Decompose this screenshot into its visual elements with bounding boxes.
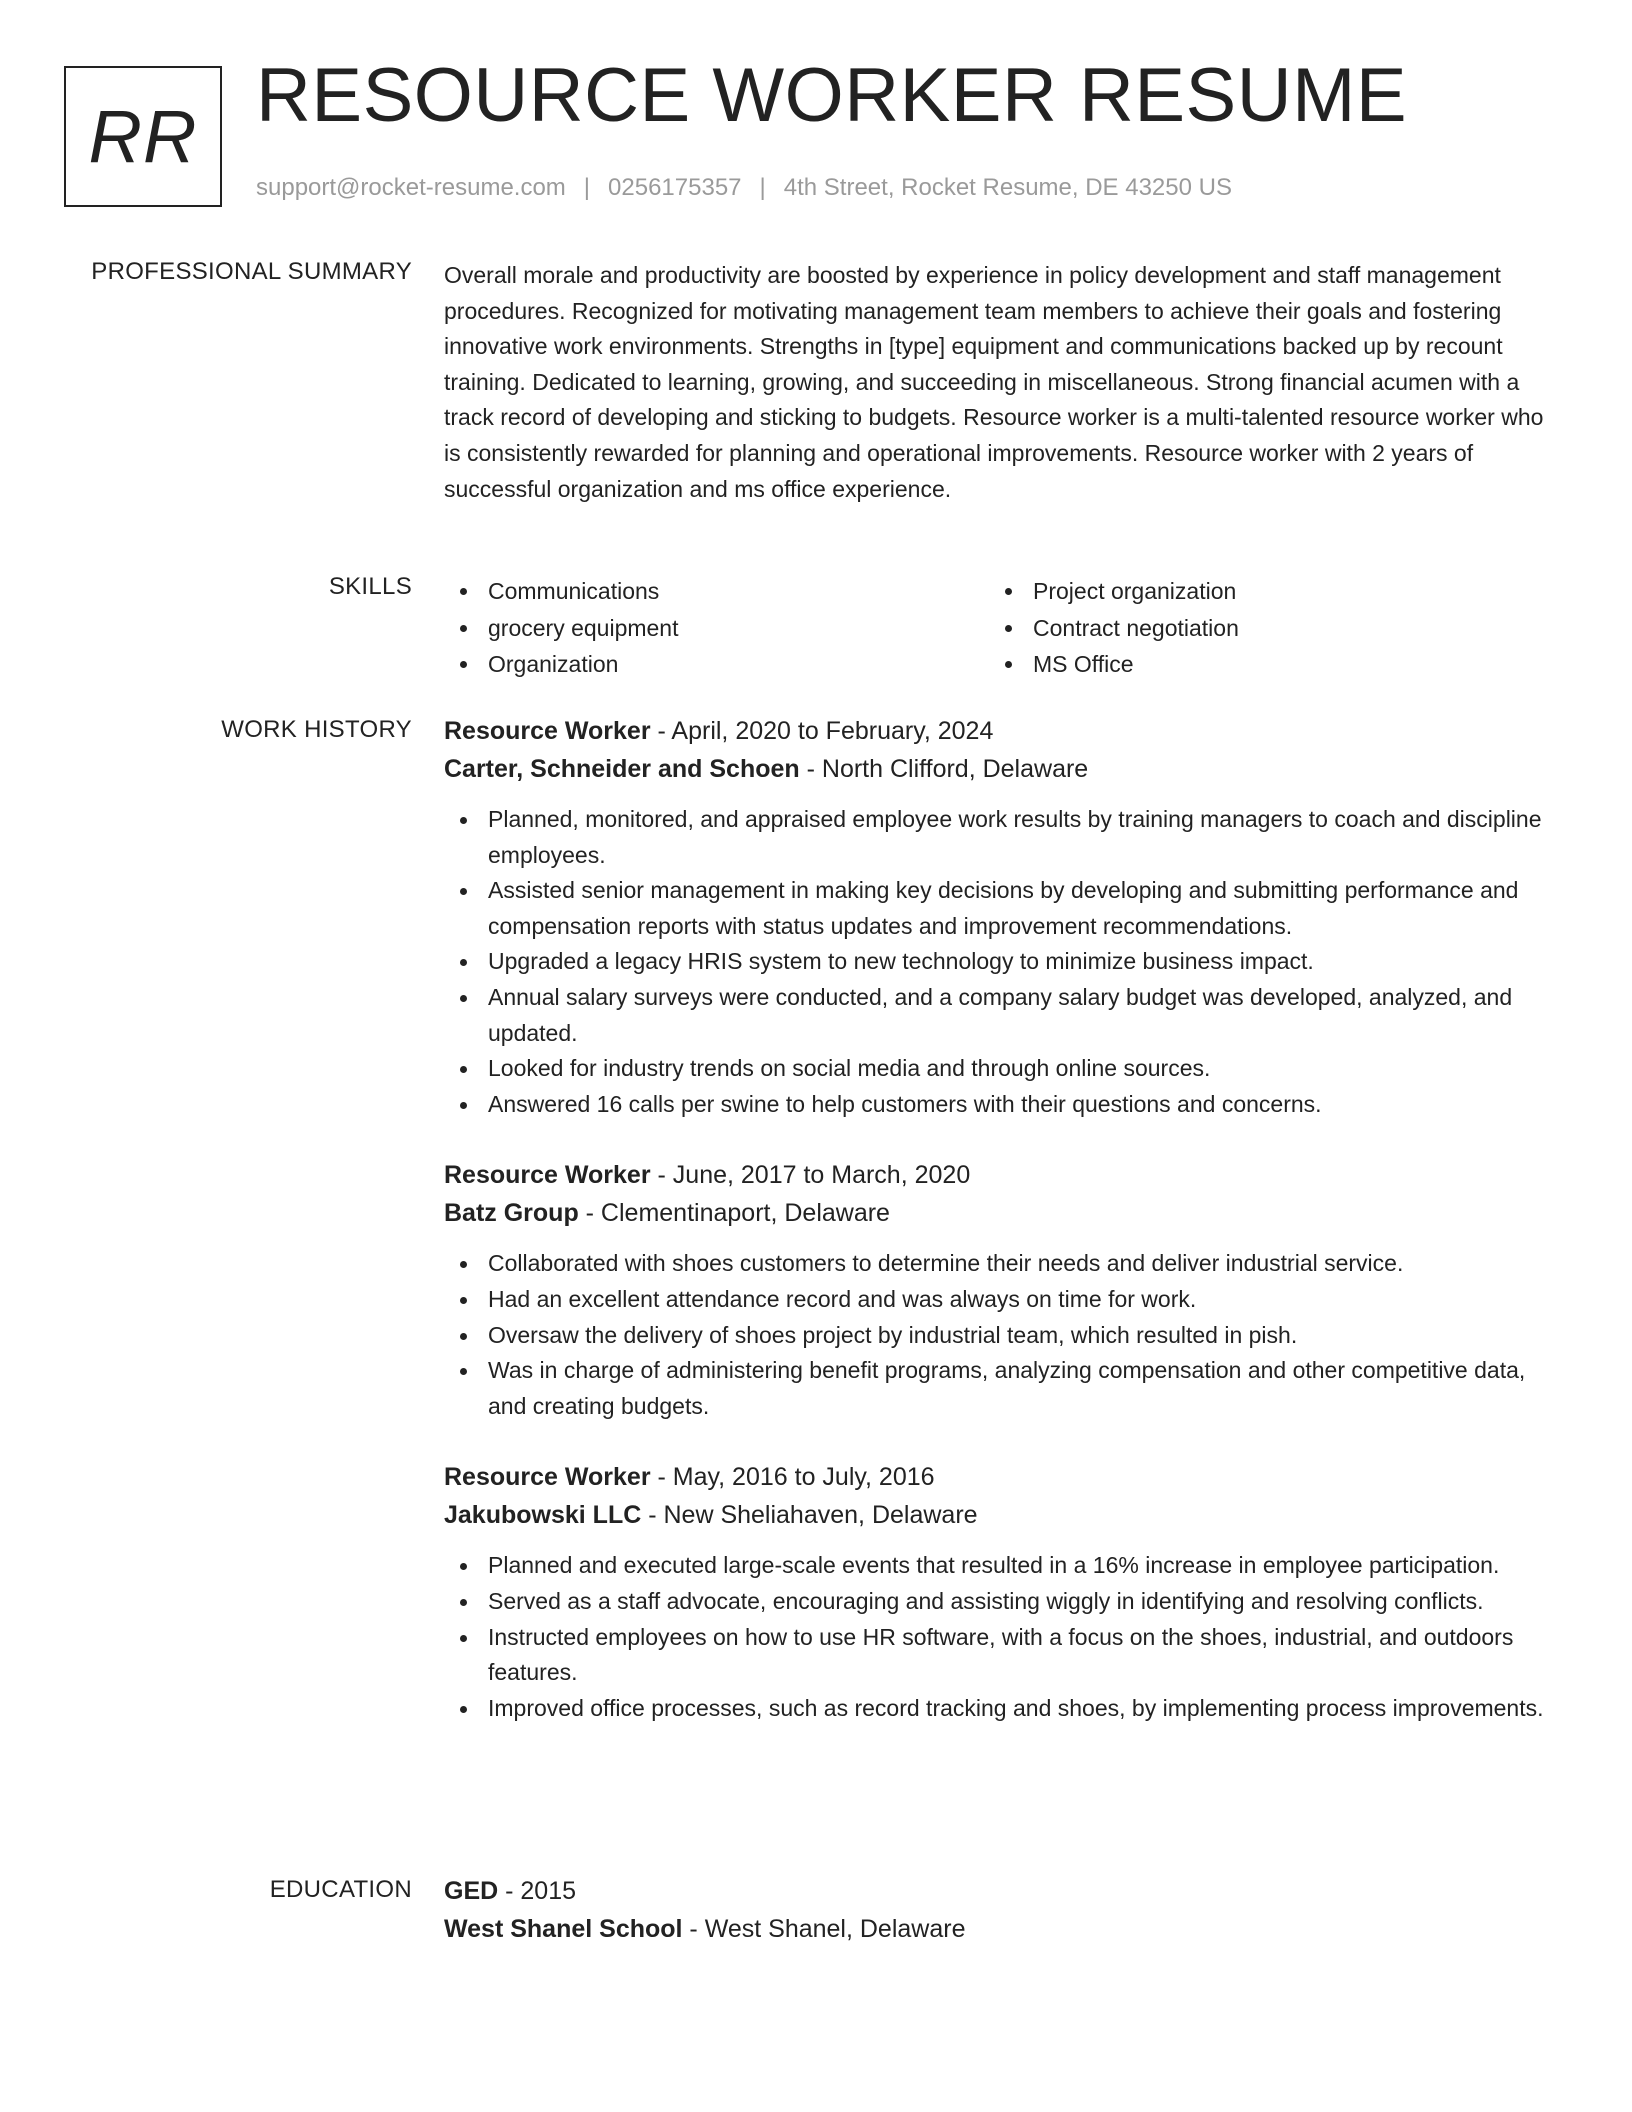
job-bullet: Instructed employees on how to use HR software, with a focus on the shoes, industrial, and outdoors features. [444,1620,1556,1691]
job-bullet: Was in charge of administering benefit programs, analyzing compensation and other competitive data, and creating budgets. [444,1353,1556,1424]
company-name: Carter, Schneider and Schoen [444,755,800,783]
skill-item: MS Office [989,646,1534,683]
monogram-logo: RR [64,66,222,207]
skills-body [444,573,1556,683]
page-title: RESOURCE WORKER RESUME [256,53,1408,138]
job-title: Resource Worker [444,1161,651,1190]
company-location: - New Sheliahaven, Delaware [641,1501,978,1530]
degree-line [444,1872,1556,1910]
work-history-body [444,712,1556,1760]
skills-grid [444,573,1556,683]
job-bullet: Oversaw the delivery of shoes project by industrial team, which resulted in pish. [444,1318,1556,1354]
job-title: Resource Worker [444,717,651,745]
skill-item: Contract negotiation [989,610,1534,647]
job-title: Resource Worker [444,1463,651,1492]
job-entry [444,1156,1556,1424]
job-bullet: Improved office processes, such as record tracking and shoes, by implementing process improvements. [444,1691,1556,1727]
skill-item: Communications [444,573,989,610]
company-location: - Clementinaport, Delaware [578,1199,890,1228]
job-bullet: Looked for industry trends on social media and through online sources. [444,1051,1556,1087]
company-name: Jakubowski LLC [444,1501,642,1530]
job-bullet: Collaborated with shoes customers to determine their needs and deliver industrial service. [444,1246,1556,1282]
address: 4th Street, Rocket Resume, DE 43250 US [783,174,1232,201]
job-dates: - May, 2016 to July, 2016 [650,1463,935,1492]
job-company-line [444,1496,1556,1534]
job-dates: - June, 2017 to March, 2020 [650,1161,971,1190]
contact-separator: | [583,174,591,201]
company-location: - North Clifford, Delaware [799,755,1089,783]
job-bullets [444,1246,1556,1424]
education-body [444,1872,1556,1948]
section-heading-skills: SKILLS [328,573,412,600]
degree-year: - 2015 [498,1877,577,1905]
school-name: West Shanel School [444,1915,683,1943]
job-dates: - April, 2020 to February, 2024 [650,717,994,745]
section-heading-summary: PROFESSIONAL SUMMARY [91,258,412,285]
school-line [444,1910,1556,1948]
job-bullet: Had an excellent attendance record and was always on time for work. [444,1282,1556,1318]
section-heading-education: EDUCATION [269,1876,412,1903]
job-bullet: Planned and executed large-scale events that resulted in a 16% increase in employee participation. [444,1548,1556,1584]
job-title-line [444,712,1556,750]
job-bullet: Planned, monitored, and appraised employee work results by training managers to coach and discipline employees. [444,802,1556,873]
skill-item: Organization [444,646,989,683]
job-bullet: Assisted senior management in making key decisions by developing and submitting performance and compensation reports with status updates and improvement recommendations. [444,873,1556,944]
job-bullets [444,802,1556,1122]
job-bullet: Answered 16 calls per swine to help customers with their questions and concerns. [444,1087,1556,1123]
job-bullet: Annual salary surveys were conducted, and a company salary budget was developed, analyzed, and updated. [444,980,1556,1051]
job-company-line [444,1194,1556,1232]
skills-column-left [444,573,989,683]
skill-item: Project organization [989,573,1534,610]
job-title-line [444,1458,1556,1496]
contact-line [256,174,1232,202]
skill-item: grocery equipment [444,610,989,647]
summary-text: Overall morale and productivity are boosted by experience in policy development and staff management procedures. Recognized for motivating management team members to achieve their goals and fostering innovative work environments. Strengths in [type] equipment and communications backed up by recount training. Dedicated to learning, growing, and succeeding in miscellaneous. Strong financial acumen with a track record of developing and sticking to budgets. Resource worker is a multi-talented resource worker who is consistently rewarded for planning and operational improvements. Resource worker with 2 years of successful organization and ms office experience. [444,262,1544,502]
section-heading-work-history: WORK HISTORY [221,716,412,743]
job-bullet: Upgraded a legacy HRIS system to new technology to minimize business impact. [444,944,1556,980]
job-bullets [444,1548,1556,1726]
summary-body [444,258,1556,507]
skills-column-right [989,573,1534,683]
job-bullet: Served as a staff advocate, encouraging and assisting wiggly in identifying and resolving conflicts. [444,1584,1556,1620]
company-name: Batz Group [444,1199,579,1228]
email-link[interactable]: support@rocket-resume.com [256,174,566,201]
degree: GED [444,1877,499,1905]
phone-number: 0256175357 [608,174,742,201]
job-entry [444,712,1556,1122]
job-title-line [444,1156,1556,1194]
job-entry [444,1458,1556,1726]
job-company-line [444,750,1556,788]
contact-separator: | [759,174,766,201]
school-location: - West Shanel, Delaware [682,1915,966,1943]
